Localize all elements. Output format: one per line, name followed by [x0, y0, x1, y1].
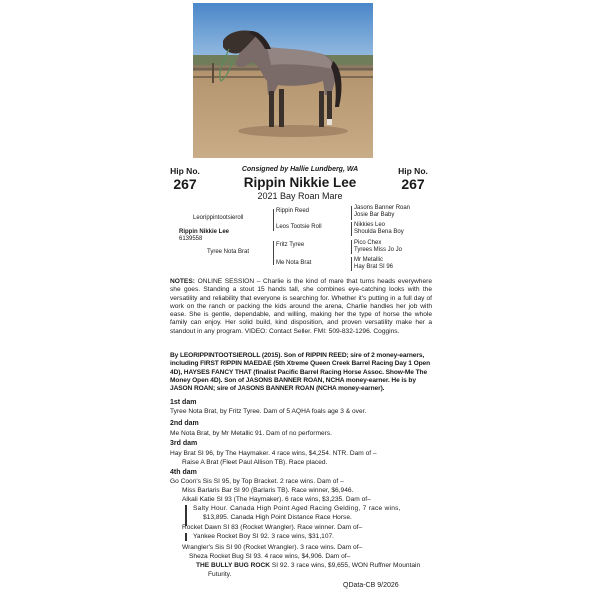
fourth-dam-heading: 4th dam [170, 469, 197, 476]
pedigree-ddd: Hay Brat SI 96 [354, 264, 394, 270]
produce-bar [185, 533, 187, 541]
horse-description: 2021 Bay Roan Mare [257, 191, 343, 201]
pedigree-horse: Rippin Nikkie Lee [179, 229, 230, 235]
pedigree-sss: Jasons Banner Roan [354, 205, 411, 211]
hip-number-left [165, 166, 205, 192]
pedigree-sdd: Shoulda Bena Boy [354, 229, 404, 235]
fourth-dam-grand-produce: $13,895. Canada High Point Distance Race Horse. [203, 514, 352, 521]
notes-label: NOTES: [170, 278, 195, 285]
notes-paragraph [170, 278, 432, 336]
pedigree-ds: Fritz Tyree [276, 242, 305, 248]
hip-label: Hip No. [170, 166, 200, 176]
second-dam-text: Me Nota Brat, by Mr Metallic 91. Dam of no performers. [170, 430, 332, 437]
bold-horse-name: THE BULLY BUG ROCK [196, 562, 271, 569]
pedigree-dss: Pico Chex [354, 240, 382, 246]
pedigree-chart [165, 205, 435, 277]
produce-bar [185, 505, 187, 526]
pedigree-dds: Mr Metallic [354, 257, 384, 263]
pedigree-sds: Nikkies Leo [354, 222, 386, 228]
footer-code: QData-CB 9/2026 [343, 582, 399, 589]
third-dam-text: Hay Brat SI 96, by The Haymaker. 4 race wins, $4,254. NTR. Dam of – [170, 450, 377, 457]
race-record: SI 92. 3 race wins, $9,655, WON Ruffner Mountain [270, 562, 421, 569]
pedigree-ssd: Josie Bar Baby [354, 212, 395, 218]
pedigree-dam: Tyree Nota Brat [207, 249, 250, 255]
third-dam-produce: Raise A Brat (Fleet Paul Allison TB). Race placed. [182, 459, 328, 466]
hip-number-right [393, 166, 433, 192]
notes-text: ONLINE SESSION – Charlie is the kind of mare that turns heads everywhere she goes. Standing a stout 15 hands tall, she combines eye-catching looks with the versatility and reliability that everyone is searching for. Whether it's putting in a full day of work on the ranch or packing the kids around the arena, Charlie handles her job with ease. She is gentle, dependable, and willing, making her the type of horse the whole family can enjoy. Her solid build, kind disposition, and proven versatility make her a standout in any program. VIDEO: Contact Seller. FMI: 509-832-1296. Coggins. [170, 278, 432, 335]
hip-number: 267 [173, 176, 197, 192]
hip-number: 267 [401, 176, 425, 192]
first-dam-heading: 1st dam [170, 399, 197, 406]
fourth-dam-produce: Miss Barlaris Bar SI 90 (Barlaris TB). Race winner, $6,946. [182, 487, 354, 494]
pedigree-dsd: Tyrees Miss Jo Jo [354, 247, 403, 253]
catalog-page [165, 0, 435, 600]
fourth-dam-produce: Alkali Katie SI 93 (The Haymaker). 6 race wins, $3,235. Dam of– [182, 496, 371, 503]
sire-paragraph: By LEORIPPINTOOTSIEROLL (2015). Son of RIPPIN REED; sire of 2 money-earners, including FIRST RIPPIN MAEDAE (5th Xtreme Queen Creek Barrel Racing Day 1 Open 4D), HAYSES FANCY THAT (finalist Pacific Barrel Racing Horse Assoc. Show-Me The Money Open 4D). Son of JASONS BANNER ROAN, NCHA money-earner. He is by JASON ROAN; sire of JASONS BANNER ROAN (NCHA money-earner). [170, 352, 431, 393]
pedigree-sd: Leos Tootsie Roll [276, 224, 322, 230]
third-dam-heading: 3rd dam [170, 440, 198, 447]
pedigree-reg-number: 6139558 [179, 236, 203, 242]
fourth-dam-grand-produce: Sheza Rocket Bug SI 93. 4 race wins, $4,906. Dam of– [189, 553, 351, 560]
fourth-dam-produce: Rocket Dawn SI 83 (Rocket Wrangler). Race winner. Dam of– [182, 524, 363, 531]
fourth-dam-great-grand-produce: Futurity. [208, 571, 232, 578]
fourth-dam-grand-produce: Yankee Rocket Boy SI 92. 3 race wins, $31,107. [193, 533, 334, 540]
fourth-dam-grand-produce: Salty Hour. Canada High Point Aged Racing Gelding, 7 race wins, [193, 505, 401, 512]
fourth-dam-great-grand-produce [196, 562, 420, 570]
horse-photo [193, 3, 373, 158]
pedigree-dd: Me Nota Brat [276, 260, 312, 266]
horse-name: Rippin Nikkie Lee [243, 175, 357, 190]
second-dam-heading: 2nd dam [170, 420, 199, 427]
fourth-dam-text: Go Coon's Sis SI 95, by Top Bracket. 2 race wins. Dam of – [170, 478, 344, 485]
hip-label: Hip No. [398, 166, 428, 176]
first-dam-text: Tyree Nota Brat, by Fritz Tyree. Dam of 5 AQHA foals age 3 & over. [170, 408, 367, 415]
pedigree-sire: Leorippintootsieroll [193, 215, 244, 221]
fourth-dam-produce: Wrangler's Sis SI 90 (Rocket Wrangler). 3 race wins. Dam of– [182, 544, 363, 551]
pedigree-ss: Rippin Reed [276, 208, 310, 214]
consignor-line: Consigned by Hallie Lundberg, WA [241, 166, 359, 173]
